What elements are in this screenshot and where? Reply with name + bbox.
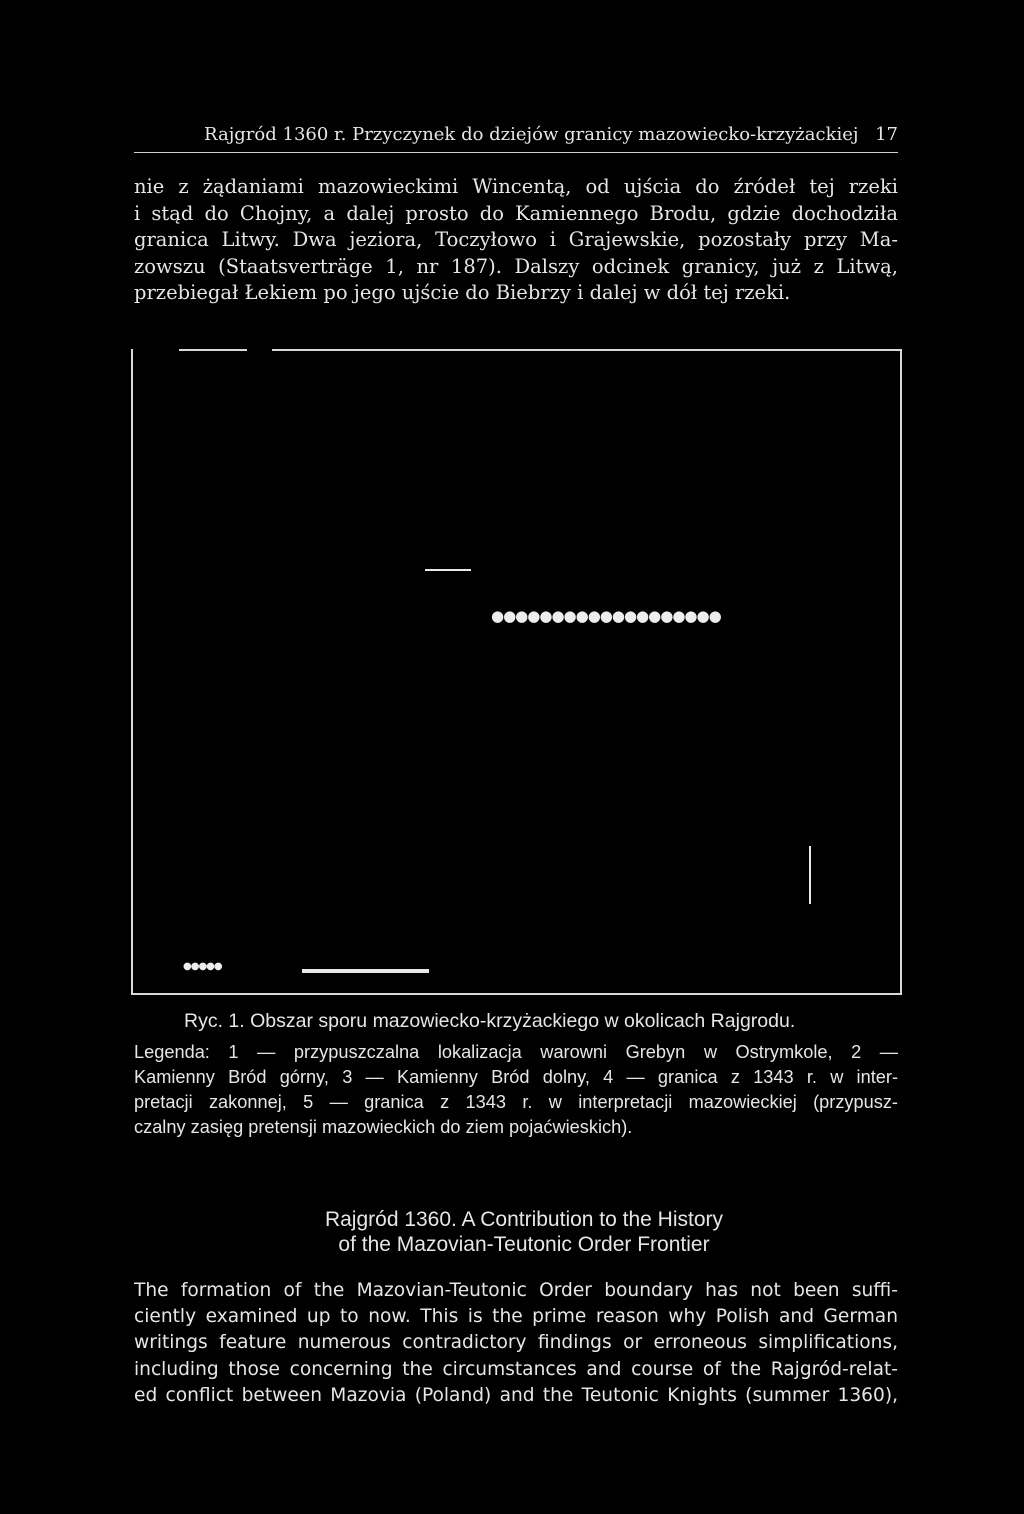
page-number: 17 (875, 124, 898, 145)
summary-title-line: of the Mazovian-Teutonic Order Frontier (338, 1233, 710, 1256)
legend-line: Kamienny Bród górny, 3 — Kamienny Bród dolny, 4 — granica z 1343 r. w inter- (134, 1067, 898, 1087)
text-line: nie z żądaniami mazowieckimi Wincentą, od ujścia do źródeł tej rzeki (134, 175, 898, 198)
summary-line: The formation of the Mazovian-Teutonic Order boundary has not been suffi- (134, 1280, 898, 1301)
map-line-mark (809, 846, 811, 904)
legend-line: czalny zasięg pretensji mazowieckich do ziem pojaćwieskich). (134, 1117, 633, 1137)
summary-line: ed conflict between Mazovia (Poland) and the Teutonic Knights (summer 1360), (134, 1384, 898, 1406)
summary-title-line: Rajgród 1360. A Contribution to the History (324, 1208, 724, 1231)
legend-line: Legenda: 1 — przypuszczalna lokalizacja warowni Grebyn w Ostrymkole, 2 — (134, 1042, 898, 1062)
figure-caption: Ryc. 1. Obszar sporu mazowiecko-krzyżackiego w okolicach Rajgrodu. (184, 1010, 796, 1032)
summary-line: writings feature numerous contradictory findings or erroneous simplifications, (134, 1332, 898, 1354)
map-legend-dotted-sample: ●●●●● (183, 961, 222, 972)
map-frame-top-segment (179, 349, 247, 351)
running-head (134, 121, 898, 149)
map-line-mark (425, 569, 471, 571)
figure-legend (134, 1040, 898, 1140)
map-dotted-boundary: ●●●●●●●●●●●●●●●●●●● (491, 607, 721, 625)
running-head-title: Rajgród 1360 r. Przyczynek do dziejów granicy mazowiecko-krzyżackiej (204, 124, 859, 145)
map-frame-top-segment (272, 349, 902, 351)
summary-line: including those concerning the circumstances and course of the Rajgród-relat- (134, 1358, 898, 1380)
map-legend-solid-sample (302, 969, 429, 973)
summary-line: ciently examined up to now. This is the prime reason why Polish and German (134, 1306, 898, 1328)
text-line: i stąd do Chojny, a dalej prosto do Kamiennego Brodu, gdzie dochodziła (134, 201, 898, 225)
text-line: granica Litwy. Dwa jeziora, Toczyłowo i Grajewskie, pozostały przy Ma- (134, 228, 898, 251)
figure-map (131, 349, 902, 995)
text-line: przebiegał Łekiem po jego ujście do Biebrzy i dalej w dół tej rzeki. (134, 281, 791, 304)
summary-paragraph (134, 1278, 898, 1409)
intro-paragraph (134, 174, 898, 307)
legend-line: pretacji zakonnej, 5 — granica z 1343 r. w interpretacji mazowieckiej (przypusz- (134, 1092, 898, 1112)
text-line: zowszu (Staatsverträge 1, nr 187). Dalszy odcinek granicy, już z Litwą, (134, 254, 898, 278)
header-rule (134, 152, 898, 153)
